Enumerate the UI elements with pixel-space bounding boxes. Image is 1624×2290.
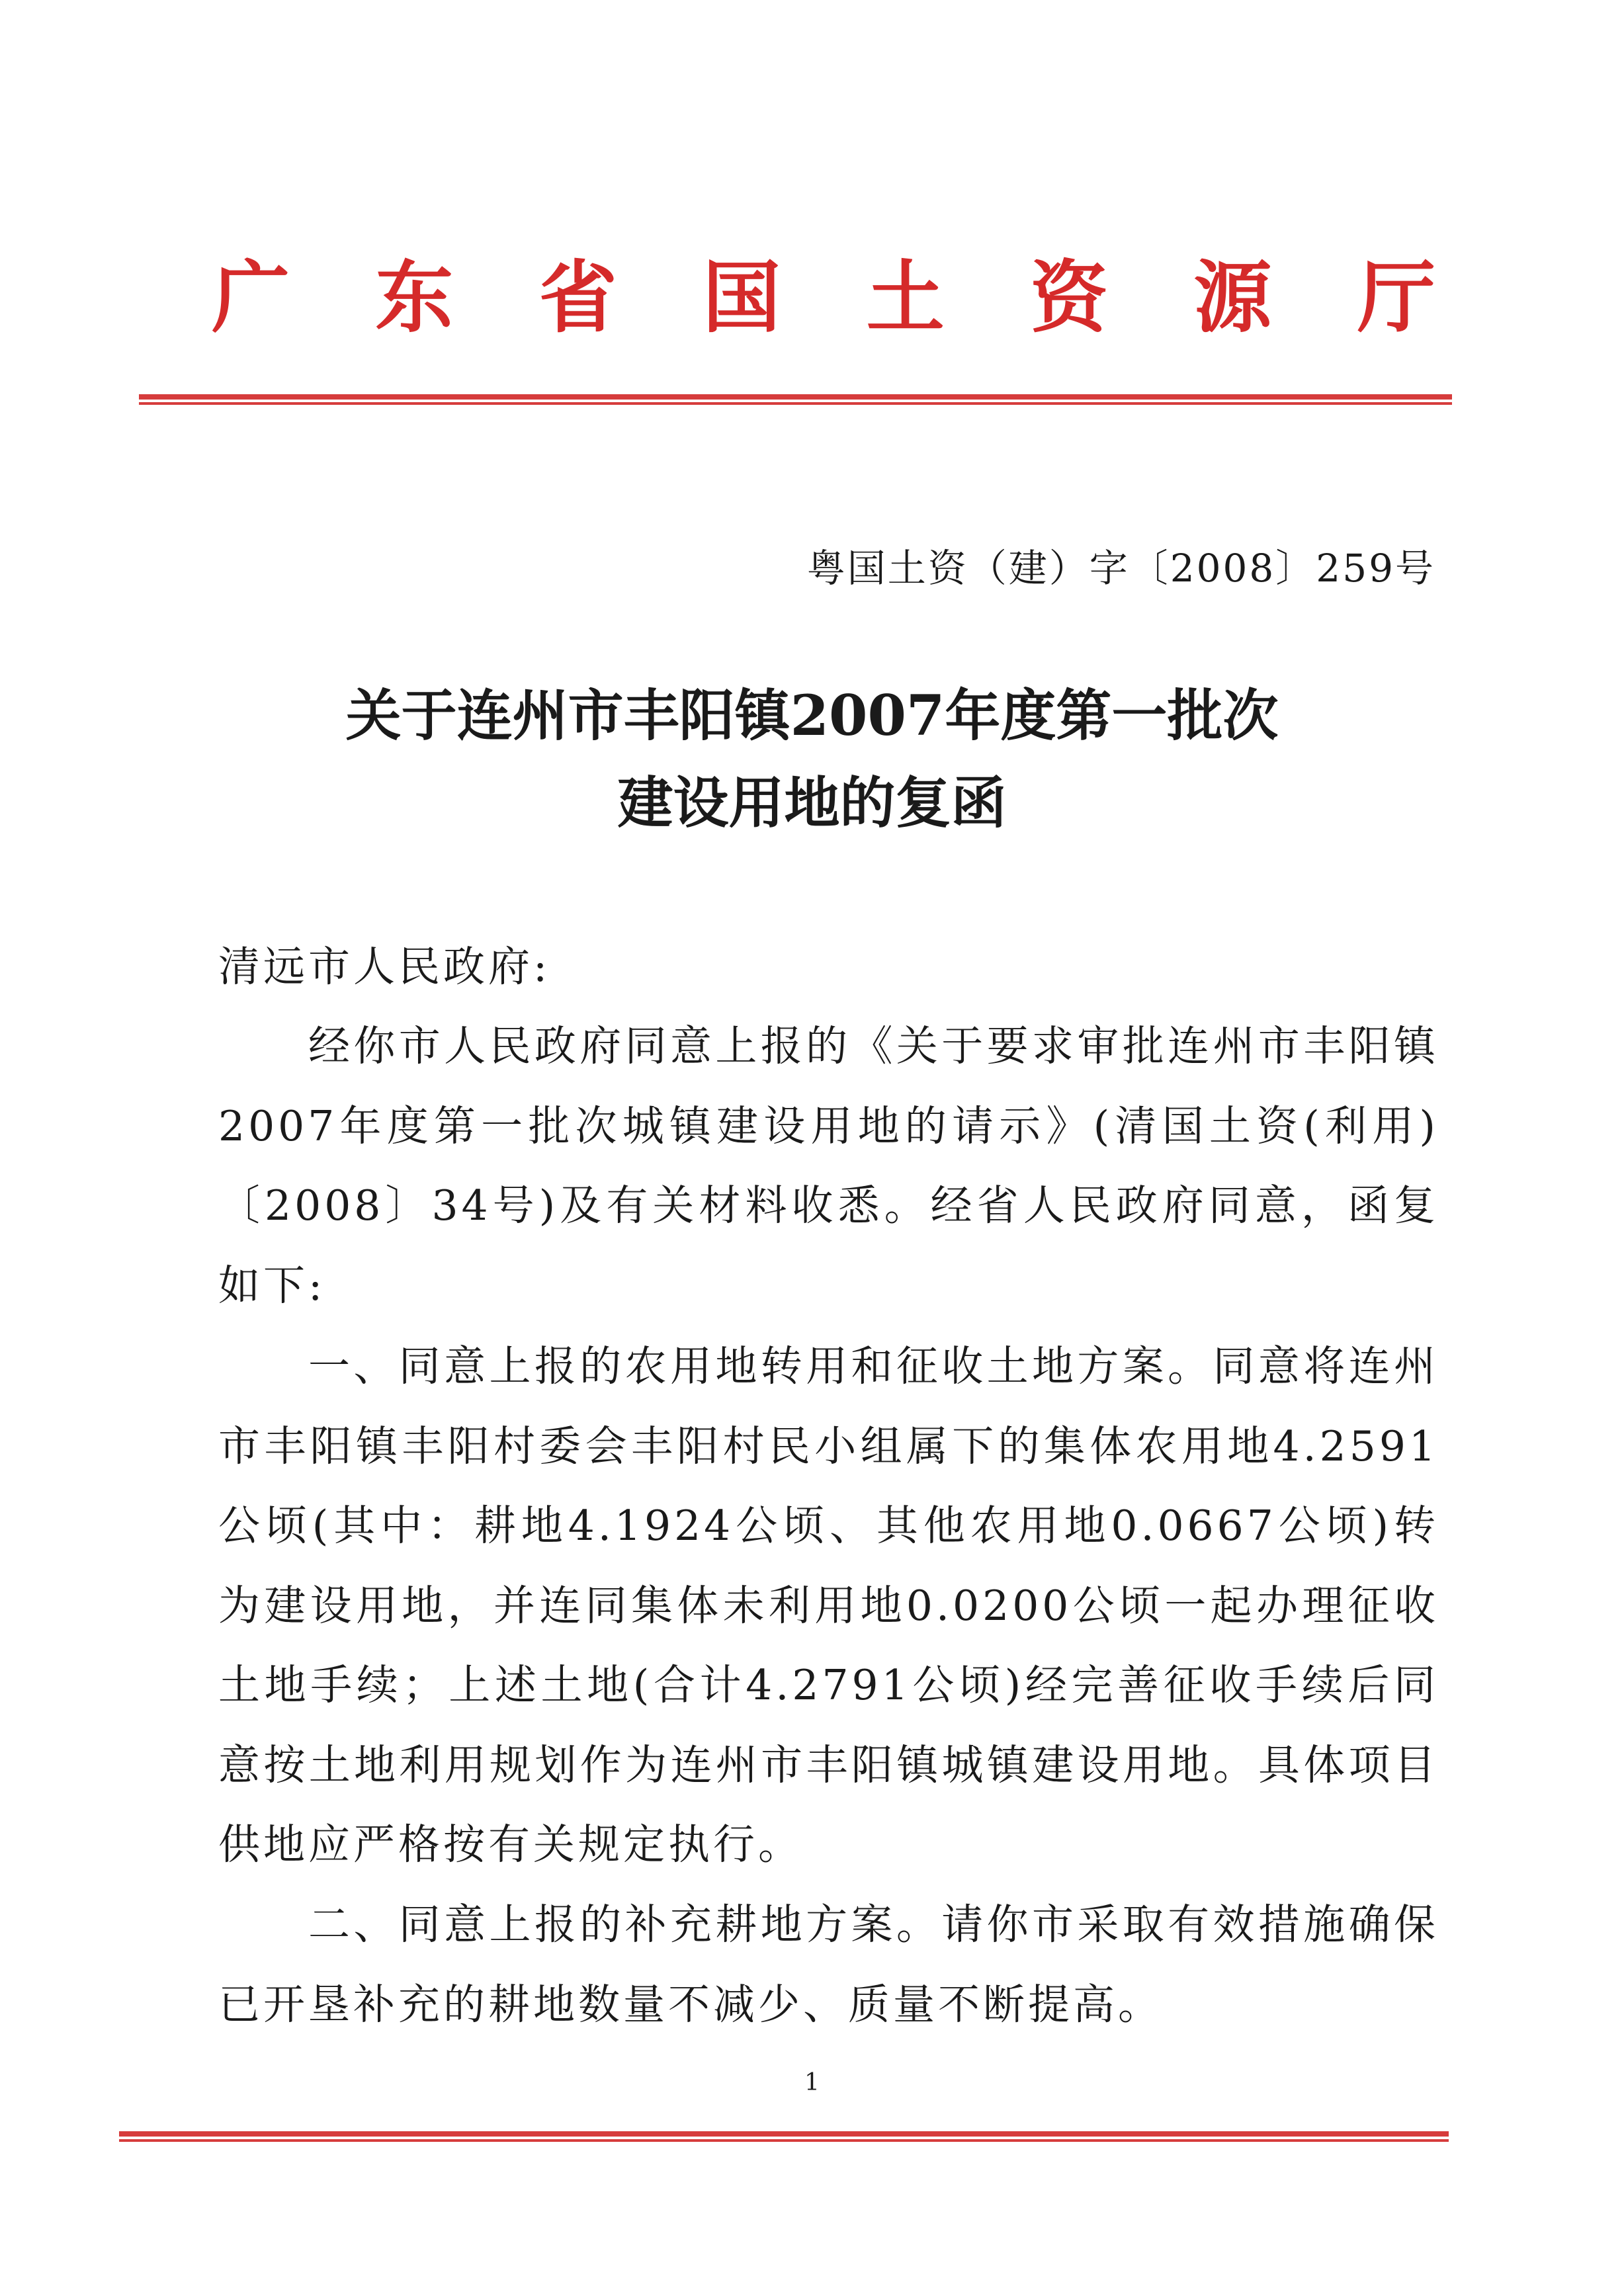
body-paragraph-item-2: 二、同意上报的补充耕地方案。请你市采取有效措施确保已开垦补充的耕地数量不减少、质量不断提高。 — [218, 1900, 1439, 2029]
masthead-char: 源 — [1193, 251, 1272, 343]
body-paragraph-intro: 经你市人民政府同意上报的《关于要求审批连州市丰阳镇2007年度第一批次城镇建设用地的请示》(清国土资(利用)〔2008〕34号)及有关材料收悉。经省人民政府同意，函复如下: — [218, 1022, 1439, 1310]
footer-red-rule — [119, 2131, 1449, 2137]
masthead-char: 土 — [866, 251, 945, 343]
document-number: 粤国土资（建）字〔2008〕259号 — [806, 546, 1435, 591]
recipient: 清远市人民政府: — [218, 943, 551, 991]
header-red-rule — [139, 394, 1452, 400]
masthead-char: 国 — [703, 251, 781, 343]
masthead-char: 广 — [212, 251, 290, 343]
masthead-organization — [212, 245, 1435, 351]
masthead-char: 东 — [375, 251, 454, 343]
document-title-line-2: 建设用地的复函 — [617, 770, 1007, 835]
masthead-char: 厅 — [1357, 251, 1435, 343]
document-title-line-1: 关于连州市丰阳镇2007年度第一批次 — [345, 683, 1279, 748]
body-paragraph-item-1: 一、同意上报的农用地转用和征收土地方案。同意将连州市丰阳镇丰阳村委会丰阳村民小组属下的集体农用地4.2591公顷(其中：耕地4.1924公顷、其他农用地0.0667公顷)转为建设用地，并连同集体未利用地0.0200公顷一起办理征收土地手续；上述土地(合计4.2791公顷)经完善征收手续后同意按土地利用规划作为连州市丰阳镇城镇建设用地。具体项目供地应严格按有关规定执行。 — [218, 1342, 1439, 1869]
masthead-char: 资 — [1030, 251, 1109, 343]
masthead-char: 省 — [538, 251, 617, 343]
page-number: 1 — [804, 2069, 820, 2096]
